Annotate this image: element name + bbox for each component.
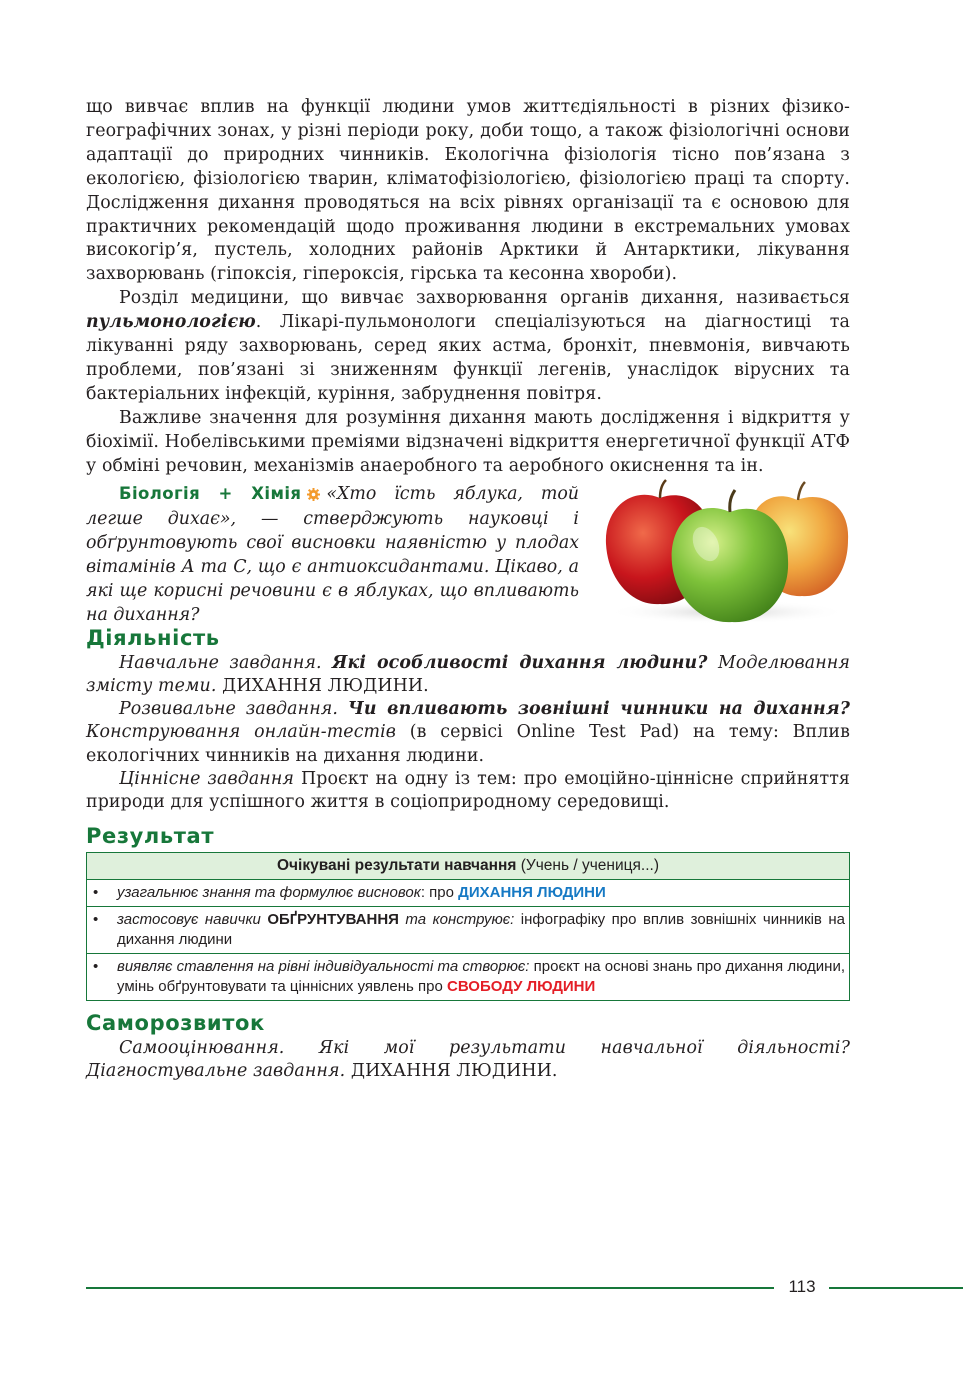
row2-plain: інфографіку про вплив зовнішніх чинників на дихання людини [117,910,846,948]
task-developing-question: Чи впливають зовнішні чинники на дихання? [347,699,850,720]
self-development-text [86,1037,850,1085]
results-table-header [87,852,850,879]
results-table-header-cell [87,852,850,879]
pulmonology-text-a: Розділ медицини, що вивчає захворювання органів дихання, називається [119,288,850,309]
task-developing-topic: (в сервісі Online Test Pad) на тему: Вплив екологічних чинників на дихання людини. [86,722,850,766]
paragraph-biochemistry: Важливе значення для розуміння дихання мають дослідження і відкриття у біохімії. Нобелівськими преміями відзначені відкриття енергетичної функції АТФ у обміні речовин, механізмів анаеробного та аеробного окиснення та ін. [86,407,850,476]
row2-italic: застосовує навички [117,910,268,928]
footer-rule-left [86,1287,774,1289]
task-value-text: Проєкт на одну із тем: про емоційно-ціннісне сприйняття природи для успішного життя в соціоприродному середовищі. [86,768,850,813]
footer-rule-right [829,1287,963,1289]
row2-bold: ОБҐРУНТУВАННЯ [267,910,399,928]
paragraph-pulmonology [86,287,850,407]
row2-italic2: та конструює: [398,910,515,928]
task-learning-lead: Навчальне завдання. [119,652,333,673]
row1-italic: узагальнює знання та формулює висновок [117,883,421,901]
self-development-topic: ДИХАННЯ ЛЮДИНИ. [345,1061,558,1082]
self-development-italic: Самооцінювання. Які мої результати навчальної діяльності? Діагностувальне завдання. [86,1037,850,1082]
paragraph-ecophysiology: що вивчає вплив на функції людини умов життєдіяльності в різних фізико-географічних зонах, у різні періоди року, доби тощо, а також фізіологічні основи адаптації до природних чинників. Екологічна фізіологія тісно пов’язана з екологією, фізіологією тварин, кліматофізіологією, фізіологією праці та спорту. Дослідження дихання проводяться на всіх рівнях організації та є основою для практичних рекомендацій щодо проживання людини в екстремальних умовах високогір’я, пустель, холодних районів Арктики й Антарктики, лікування захворювань (гіпоксія, гіпероксія, гірська та кесонна хвороби). [86,97,850,285]
activity-heading: Діяльність [86,625,220,650]
result-heading: Результат [86,823,215,848]
row1-highlight: ДИХАННЯ ЛЮДИНИ [458,883,606,901]
apples-image [602,478,852,628]
row3-highlight: СВОБОДУ ЛЮДИНИ [447,977,596,995]
results-table [86,852,850,1001]
bullet: • [93,957,99,975]
task-developing [86,698,850,768]
table-row [87,953,850,1000]
task-developing-lead: Розвивальне завдання. [119,699,348,720]
task-learning [86,652,850,699]
table-row [87,879,850,906]
self-development-heading: Саморозвиток [86,1010,265,1035]
task-learning-question: Які особливості дихання людини? [332,652,708,673]
bio-chem-text: «Хто їсть яблука, той легше дихає», — стверджують науковці і обґрунтовують свої висновки наявністю у плодах вітамінів А та С, що є антиоксидантами. Цікаво, а які ще корисні речовини є в яблуках, що впливають на дихання? [86,483,579,626]
bullet: • [93,910,99,928]
orange-gear-icon [307,485,320,509]
page-content [86,96,850,1084]
row1-plain: : про [420,883,459,901]
bio-chem-text-block [86,482,579,628]
results-header-bold: Очікувані результати навчання [276,856,517,874]
results-header-rest: (Учень / учениця...) [516,856,660,874]
task-learning-tail: Моделювання змісту теми. [86,652,850,696]
task-value-lead: Ціннісне завдання [119,768,295,789]
bullet: • [93,883,99,901]
pulmonology-term: пульмонологією [86,312,256,333]
page-number: 113 [788,1277,816,1296]
row3-plain: проєкт на основі знань про дихання людини, умінь обґрунтовувати та ціннісних уявлень про [117,957,846,995]
bio-chem-label: Біологія + Хімія [119,483,302,503]
task-learning-topic: ДИХАННЯ ЛЮДИНИ. [216,675,429,696]
task-developing-tail: Конструювання онлайн-тестів [86,722,397,743]
task-value [86,768,850,815]
bio-chem-block [86,482,850,624]
table-row [87,906,850,953]
pulmonology-text-b: . Лікарі-пульмонологи спеціалізуються на діагностиці та лікуванні ряду захворювань, серед яких астма, бронхіт, пневмонія, вивчають проблеми, пов’язані зі зниженням функції легенів, унаслідок вірусних та бактеріальних інфекцій, куріння, забруднення повітря. [86,312,850,404]
row3-italic: виявляє ставлення на рівні індивідуальності та створює: [117,957,530,975]
